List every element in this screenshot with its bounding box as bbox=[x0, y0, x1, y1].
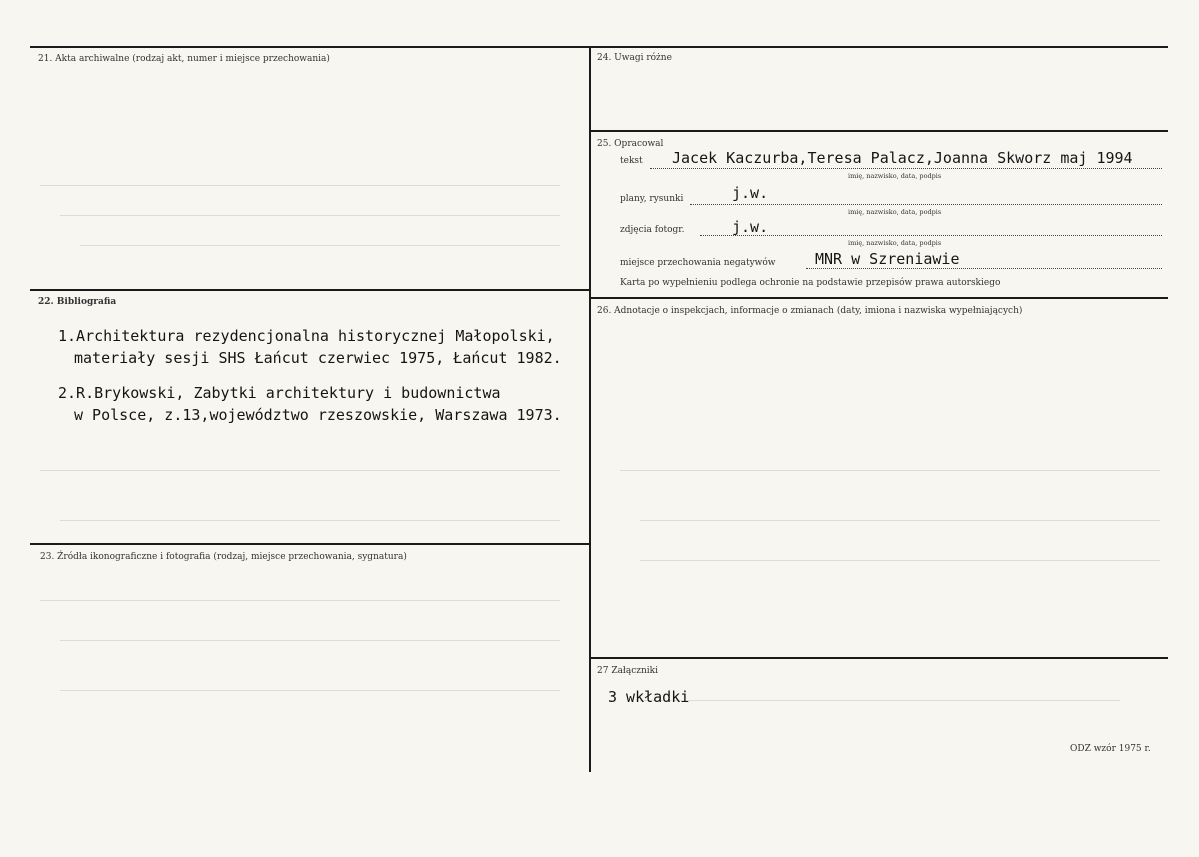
show-through-line bbox=[640, 520, 1160, 521]
form-code: ODZ wzór 1975 r. bbox=[1070, 744, 1151, 754]
rule-21-22 bbox=[30, 289, 590, 291]
show-through-line bbox=[60, 690, 560, 691]
tekst-caption: imię, nazwisko, data, podpis bbox=[848, 172, 942, 180]
show-through-line bbox=[60, 215, 560, 216]
section-24-label: 24. Uwagi różne bbox=[597, 53, 672, 63]
plany-line bbox=[690, 204, 1162, 205]
show-through-line bbox=[60, 520, 560, 521]
section-26-label: 26. Adnotacje o inspekcjach, informacje o zmianach (daty, imiona i nazwiska wypełniających) bbox=[597, 306, 1023, 316]
show-through-line bbox=[640, 560, 1160, 561]
show-through-line bbox=[80, 245, 560, 246]
zdjecia-label: zdjęcia fotogr. bbox=[620, 225, 685, 235]
miejsce-label: miejsce przechowania negatywów bbox=[620, 258, 776, 268]
zdjecia-line bbox=[700, 235, 1162, 236]
plany-label: plany, rysunki bbox=[620, 194, 684, 204]
plany-caption: imię, nazwisko, data, podpis bbox=[848, 208, 942, 216]
miejsce-value: MNR w Szreniawie bbox=[815, 250, 960, 268]
section-22-label: 22. Bibliografia bbox=[38, 297, 117, 307]
center-divider bbox=[589, 46, 591, 772]
zdjecia-value: j.w. bbox=[732, 218, 769, 236]
tekst-value: Jacek Kaczurba,Teresa Palacz,Joanna Skworz maj 1994 bbox=[672, 149, 1133, 167]
bibliography-item-2-line-2: w Polsce, z.13,województwo rzeszowskie, Warszawa 1973. bbox=[74, 406, 562, 424]
rule-25-26 bbox=[590, 297, 1168, 299]
bibliography-item-1-line-1: 1.Architektura rezydencjonalna historycznej Małopolski, bbox=[58, 327, 555, 345]
show-through-line bbox=[620, 470, 1160, 471]
show-through-line bbox=[40, 185, 560, 186]
miejsce-line bbox=[806, 268, 1162, 269]
rule-24-25 bbox=[590, 130, 1168, 132]
top-rule bbox=[30, 46, 1168, 48]
plany-value: j.w. bbox=[732, 184, 769, 202]
rule-22-23 bbox=[30, 543, 590, 545]
show-through-line bbox=[640, 700, 1120, 701]
rule-26-27 bbox=[590, 657, 1168, 659]
show-through-line bbox=[60, 640, 560, 641]
bibliography-item-1-line-2: materiały sesji SHS Łańcut czerwiec 1975, Łańcut 1982. bbox=[74, 349, 562, 367]
tekst-line bbox=[650, 168, 1162, 169]
tekst-label: tekst bbox=[620, 156, 643, 166]
section-23-label: 23. Źródła ikonograficzne i fotografia (rodzaj, miejsce przechowania, sygnatura) bbox=[40, 552, 407, 562]
attachments-value: 3 wkładki bbox=[608, 688, 690, 706]
copyright-note: Karta po wypełnieniu podlega ochronie na podstawie przepisów prawa autorskiego bbox=[620, 278, 1001, 288]
bibliography-item-2-line-1: 2.R.Brykowski, Zabytki architektury i budownictwa bbox=[58, 384, 501, 402]
zdjecia-caption: imię, nazwisko, data, podpis bbox=[848, 239, 942, 247]
section-25-label: 25. Opracowal bbox=[597, 139, 664, 149]
show-through-line bbox=[40, 470, 560, 471]
show-through-line bbox=[40, 600, 560, 601]
section-21-label: 21. Akta archiwalne (rodzaj akt, numer i miejsce przechowania) bbox=[38, 54, 330, 64]
section-27-label: 27 Załączniki bbox=[597, 666, 659, 676]
